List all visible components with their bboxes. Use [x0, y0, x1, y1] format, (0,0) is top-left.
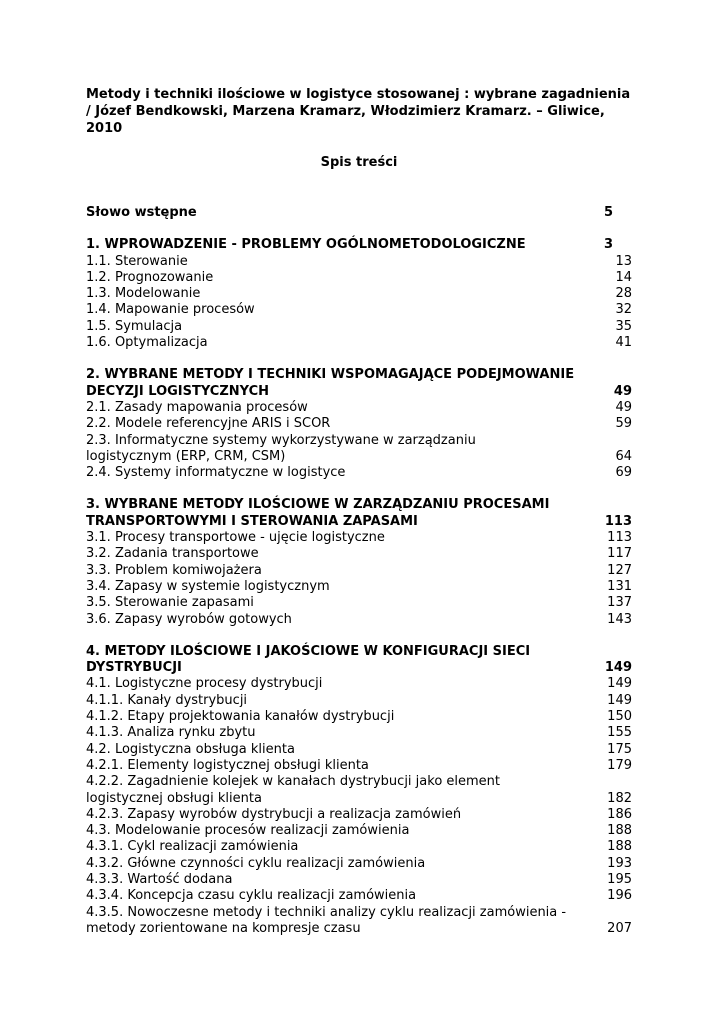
toc-page-number: 196	[607, 888, 632, 904]
toc-entry-text: 3.1. Procesy transportowe - ujęcie logistyczne	[86, 530, 385, 546]
toc-entry-text: 4.1.1. Kanały dystrybucji	[86, 692, 248, 708]
toc-page-number: 32	[615, 302, 632, 318]
toc-item	[86, 254, 632, 270]
toc-entry-text: 4.1. Logistyczne procesy dystrybucji	[86, 676, 323, 692]
toc-page-number: 155	[607, 725, 632, 741]
toc-page-number: 3	[604, 237, 614, 253]
toc-chapter-4-line1	[86, 644, 632, 660]
toc-page-number: 149	[607, 692, 632, 708]
toc-chapter-title: 3. WYBRANE METODY ILOŚCIOWE W ZARZĄDZANIU PROCESAMI	[86, 497, 550, 513]
toc-page-number: 182	[607, 790, 632, 806]
toc-page-number: 131	[607, 578, 632, 594]
toc-chapter-title: DYSTRYBUCJI	[86, 660, 182, 676]
toc-entry-text: 1.5. Symulacja	[86, 318, 183, 334]
toc-item	[86, 302, 632, 318]
toc-page-number: 149	[607, 676, 632, 692]
toc-entry-text: 4.1.2. Etapy projektowania kanałów dystrybucji	[86, 709, 395, 725]
toc-item	[86, 400, 632, 416]
bibliographic-header: Metody i techniki ilościowe w logistyce stosowanej : wybrane zagadnienia / Józef Bendkowski, Marzena Kramarz, Włodzimierz Kramarz. – Gliwice, 2010	[86, 87, 631, 136]
toc-page-number: 207	[607, 920, 632, 936]
toc-item	[86, 465, 632, 481]
toc-page-number: 149	[604, 660, 632, 676]
toc-page-number: 59	[615, 416, 632, 432]
toc-entry-text: logistycznej obsługi klienta	[86, 790, 262, 806]
toc-item	[86, 921, 632, 937]
toc-page-number: 14	[615, 269, 632, 285]
toc-entry-text: logistycznym (ERP, CRM, CSM)	[86, 448, 286, 464]
toc-item	[86, 905, 632, 921]
toc-item	[86, 856, 632, 872]
toc-page-number: 186	[607, 806, 632, 822]
toc-page-number: 137	[607, 595, 632, 611]
toc-entry-text: 3.4. Zapasy w systemie logistycznym	[86, 578, 330, 594]
toc-entry-text: 4.3. Modelowanie procesów realizacji zamówienia	[86, 823, 410, 839]
toc-entry-text: 2.3. Informatyczne systemy wykorzystywane w zarządzaniu	[86, 432, 476, 448]
toc-page-number: 28	[615, 286, 632, 302]
toc-item	[86, 742, 632, 758]
toc-entry-text: 3.3. Problem komiwojażera	[86, 562, 262, 578]
toc-item	[86, 563, 632, 579]
toc-page-number: 113	[604, 513, 632, 529]
toc-entry-text: 3.6. Zapasy wyrobów gotowych	[86, 611, 292, 627]
toc-chapter-title: TRANSPORTOWYMI I STEROWANIA ZAPASAMI	[86, 513, 418, 529]
toc-item	[86, 872, 632, 888]
toc-item	[86, 823, 632, 839]
document-page	[86, 86, 632, 937]
toc-entry-text: 4.2. Logistyczna obsługa klienta	[86, 741, 295, 757]
toc-entry-text: 4.3.3. Wartość dodana	[86, 871, 233, 887]
toc-entry-text: 3.5. Sterowanie zapasami	[86, 595, 254, 611]
toc-chapter-4-line2	[86, 660, 632, 676]
toc-entry-text: 2.2. Modele referencyjne ARIS i SCOR	[86, 416, 331, 432]
toc-item	[86, 758, 632, 774]
toc-item	[86, 807, 632, 823]
toc-entry-text: 4.3.4. Koncepcja czasu cyklu realizacji zamówienia	[86, 888, 417, 904]
toc-entry-text: 4.3.1. Cykl realizacji zamówienia	[86, 839, 299, 855]
toc-item	[86, 693, 632, 709]
toc-page-number: 49	[613, 383, 632, 399]
toc-chapter-title: 1. WPROWADZENIE - PROBLEMY OGÓLNOMETODOLOGICZNE	[86, 237, 526, 253]
toc-page-number: 195	[607, 871, 632, 887]
toc-page-number: 64	[615, 448, 632, 464]
toc-item	[86, 612, 632, 628]
toc-chapter-title: DECYZJI LOGISTYCZNYCH	[86, 383, 270, 399]
toc-entry-text: 4.2.1. Elementy logistycznej obsługi klienta	[86, 757, 369, 773]
table-of-contents	[86, 205, 632, 937]
toc-chapter-title: 4. METODY ILOŚCIOWE I JAKOŚCIOWE W KONFIGURACJI SIECI	[86, 643, 531, 659]
toc-item	[86, 791, 632, 807]
toc-item	[86, 709, 632, 725]
toc-entry-text: 1.1. Sterowanie	[86, 253, 188, 269]
toc-page-number: 41	[615, 335, 632, 351]
toc-item	[86, 270, 632, 286]
toc-entry-text: 1.4. Mapowanie procesów	[86, 302, 255, 318]
toc-chapter-2-line2	[86, 384, 632, 400]
toc-entry-text: 3.2. Zadania transportowe	[86, 546, 259, 562]
toc-entry-text: 4.3.2. Główne czynności cyklu realizacji zamówienia	[86, 855, 426, 871]
toc-item	[86, 335, 632, 351]
toc-page-number: 150	[607, 709, 632, 725]
toc-page-number: 175	[607, 741, 632, 757]
toc-chapter-1	[86, 237, 632, 253]
toc-entry-text: 4.3.5. Nowoczesne metody i techniki analizy cyklu realizacji zamówienia -	[86, 904, 567, 920]
toc-entry-text: metody zorientowane na kompresje czasu	[86, 920, 361, 936]
toc-item	[86, 774, 632, 790]
toc-entry-text: 1.2. Prognozowanie	[86, 269, 214, 285]
toc-page-number: 13	[615, 253, 632, 269]
toc-entry-text: 4.1.3. Analiza rynku zbytu	[86, 725, 256, 741]
toc-item	[86, 839, 632, 855]
toc-page-number: 188	[607, 823, 632, 839]
toc-item	[86, 433, 632, 449]
toc-item	[86, 416, 632, 432]
toc-entry-text: 1.6. Optymalizacja	[86, 335, 208, 351]
toc-page-number: 49	[615, 399, 632, 415]
toc-page-number: 35	[615, 318, 632, 334]
toc-entry-text: 1.3. Modelowanie	[86, 286, 201, 302]
toc-entry-text: 4.2.2. Zagadnienie kolejek w kanałach dystrybucji jako element	[86, 774, 501, 790]
toc-page-number: 117	[607, 546, 632, 562]
toc-chapter-2-line1	[86, 367, 632, 383]
toc-chapter-3-line2	[86, 514, 632, 530]
toc-title: Spis treści	[320, 155, 398, 170]
toc-page-number: 69	[615, 465, 632, 481]
toc-page-number: 179	[607, 757, 632, 773]
toc-item	[86, 546, 632, 562]
toc-page-number: 188	[607, 839, 632, 855]
toc-page-number: 193	[607, 855, 632, 871]
toc-page-number: 143	[607, 611, 632, 627]
toc-page-number: 5	[604, 205, 614, 220]
toc-entry-text: 2.1. Zasady mapowania procesów	[86, 399, 308, 415]
toc-item	[86, 286, 632, 302]
toc-item	[86, 319, 632, 335]
toc-entry-text: 2.4. Systemy informatyczne w logistyce	[86, 465, 346, 481]
toc-item	[86, 530, 632, 546]
toc-chapter-title: 2. WYBRANE METODY I TECHNIKI WSPOMAGAJĄCE PODEJMOWANIE	[86, 367, 575, 383]
toc-entry-text: Słowo wstępne	[86, 205, 197, 220]
toc-entry-text: 4.2.3. Zapasy wyrobów dystrybucji a realizacja zamówień	[86, 806, 462, 822]
toc-item	[86, 725, 632, 741]
toc-item	[86, 888, 632, 904]
toc-preface	[86, 205, 632, 221]
toc-item	[86, 579, 632, 595]
toc-item	[86, 676, 632, 692]
toc-chapter-3-line1	[86, 497, 632, 513]
toc-page-number: 127	[607, 562, 632, 578]
toc-item	[86, 449, 632, 465]
toc-item	[86, 595, 632, 611]
toc-page-number: 113	[607, 530, 632, 546]
